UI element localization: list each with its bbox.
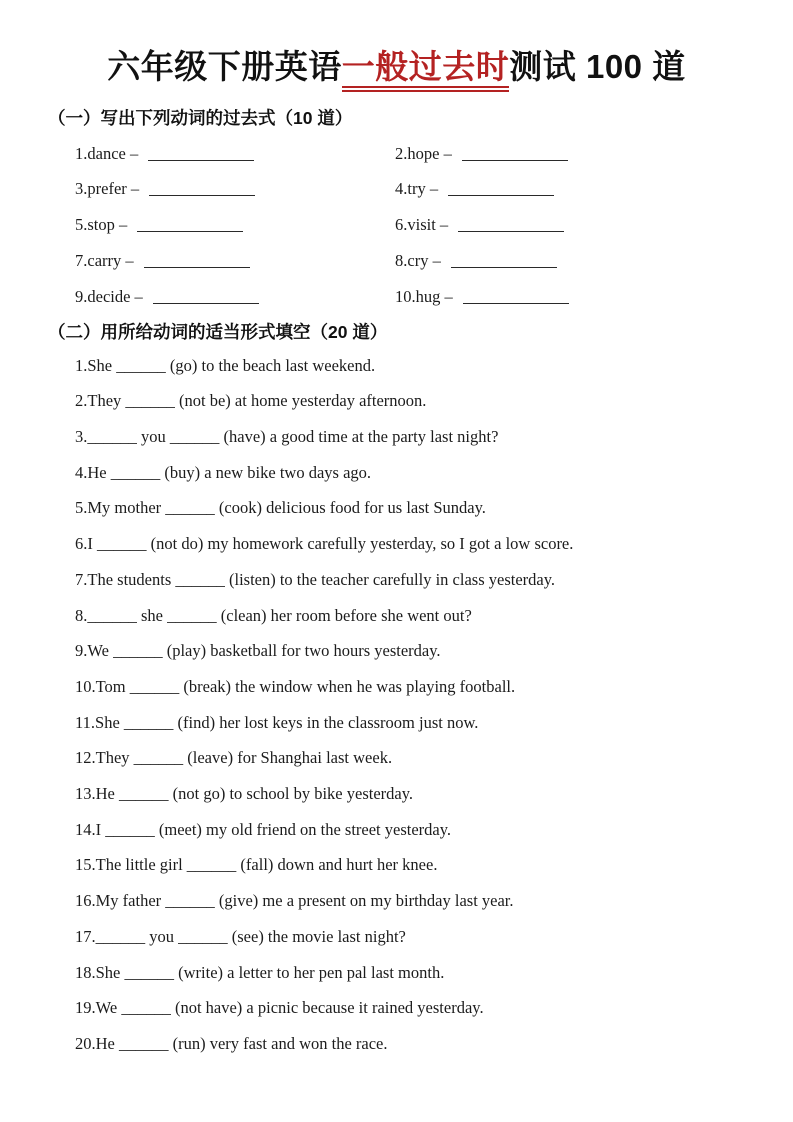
- verb-item: [395, 279, 753, 315]
- question: 8.______ she ______ (clean) her room before she went out?: [75, 605, 472, 625]
- title-highlight: 一般过去时: [342, 50, 510, 92]
- answer-blank-line: [153, 290, 259, 304]
- verb-label: 2.hope –: [395, 143, 452, 163]
- verb-label: 9.decide –: [75, 286, 143, 306]
- answer-blank-line: [458, 218, 564, 232]
- answer-blank-line: [144, 254, 250, 268]
- question: 5.My mother ______ (cook) delicious food for us last Sunday.: [75, 498, 486, 518]
- page-title: [0, 46, 793, 92]
- section2-heading: （二）用所给动词的适当形式填空（20 道）: [48, 321, 388, 342]
- answer-blank-line: [462, 147, 568, 161]
- question: 6.I ______ (not do) my homework carefully yesterday, so I got a low score.: [75, 534, 574, 554]
- title-suffix: 测试 100 道: [509, 48, 686, 85]
- question: 13.He ______ (not go) to school by bike yesterday.: [75, 784, 414, 804]
- question: 19.We ______ (not have) a picnic because it rained yesterday.: [75, 998, 484, 1018]
- question: 11.She ______ (find) her lost keys in the classroom just now.: [75, 712, 479, 732]
- question: 7.The students ______ (listen) to the teacher carefully in class yesterday.: [75, 569, 556, 589]
- question: 4.He ______ (buy) a new bike two days ago.: [75, 462, 372, 482]
- answer-blank-line: [149, 182, 255, 196]
- question: 3.______ you ______ (have) a good time at the party last night?: [75, 427, 499, 447]
- question: 12.They ______ (leave) for Shanghai last week.: [75, 748, 393, 768]
- verb-item: [395, 207, 753, 243]
- question: 20.He ______ (run) very fast and won the race.: [75, 1033, 388, 1053]
- verb-item: [75, 171, 395, 207]
- answer-blank-line: [463, 290, 569, 304]
- question: 10.Tom ______ (break) the window when he was playing football.: [75, 676, 516, 696]
- verb-label: 7.carry –: [75, 250, 134, 270]
- verb-label: 10.hug –: [395, 286, 453, 306]
- verb-label: 4.try –: [395, 179, 439, 199]
- question-list: [75, 348, 763, 1062]
- question: 16.My father ______ (give) me a present on my birthday last year.: [75, 891, 514, 911]
- title-prefix: 六年级下册英语: [107, 48, 342, 85]
- verb-item: [75, 243, 395, 279]
- verb-item: [75, 279, 395, 315]
- verb-item: [75, 136, 395, 172]
- verb-item: [395, 136, 753, 172]
- verb-item: [75, 207, 395, 243]
- verb-list: [75, 136, 753, 315]
- verb-label: 5.stop –: [75, 215, 128, 235]
- answer-blank-line: [148, 147, 254, 161]
- question: 9.We ______ (play) basketball for two hours yesterday.: [75, 641, 441, 661]
- answer-blank-line: [451, 254, 557, 268]
- verb-item: [395, 243, 753, 279]
- verb-label: 3.prefer –: [75, 179, 140, 199]
- question: 15.The little girl ______ (fall) down and hurt her knee.: [75, 855, 438, 875]
- question: 14.I ______ (meet) my old friend on the street yesterday.: [75, 819, 452, 839]
- question: 1.She ______ (go) to the beach last weekend.: [75, 355, 376, 375]
- verb-item: [395, 171, 753, 207]
- question: 2.They ______ (not be) at home yesterday afternoon.: [75, 391, 427, 411]
- verb-label: 1.dance –: [75, 143, 139, 163]
- verb-label: 8.cry –: [395, 250, 441, 270]
- question: 18.She ______ (write) a letter to her pen pal last month.: [75, 962, 445, 982]
- question: 17.______ you ______ (see) the movie last night?: [75, 926, 406, 946]
- answer-blank-line: [137, 218, 243, 232]
- verb-label: 6.visit –: [395, 215, 449, 235]
- answer-blank-line: [448, 182, 554, 196]
- section1-heading: （一）写出下列动词的过去式（10 道）: [48, 107, 353, 128]
